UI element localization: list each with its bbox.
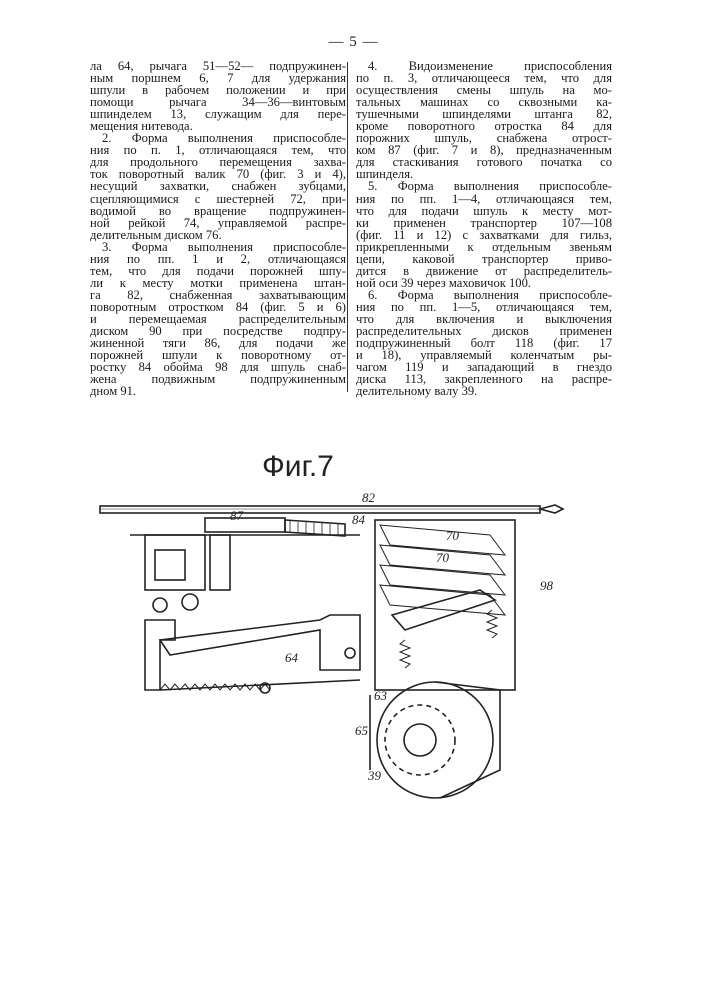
text-line: тальных машинах со сквозными ка- — [356, 96, 612, 108]
text-line: ла 64, рычага 51—52— подпружинен- — [90, 60, 346, 72]
text-line: что для подачи шпуль к месту мот- — [356, 205, 612, 217]
text-line: тем, что для подачи порожней шпу- — [90, 265, 346, 277]
text-line: кроме поворотного отростка 84 для — [356, 120, 612, 132]
text-line: 5. Форма выполнения приспособле- — [356, 180, 612, 192]
text-line: диска 113, закрепленного на распре- — [356, 373, 612, 385]
text-line: ния по пп. 1—4, отличающаяся тем, — [356, 193, 612, 205]
text-line: что для включения и выключения — [356, 313, 612, 325]
text-line: несущий захватки, снабжен зубцами, — [90, 180, 346, 192]
right-text-column — [356, 60, 612, 397]
text-line: ком 87 (фиг. 7 и 8), предназначенным — [356, 144, 612, 156]
text-line: для продольного перемещения захва- — [90, 156, 346, 168]
label-64: 64 — [285, 650, 299, 665]
text-line: жена подвижным подпружиненным — [90, 373, 346, 385]
text-line: ния по п. 1, отличающаяся тем, что — [90, 144, 346, 156]
text-line: ки применен транспортер 107—108 — [356, 217, 612, 229]
label-98: 98 — [540, 578, 554, 593]
text-line: ной оси 39 через маховичок 100. — [356, 277, 612, 289]
text-line: сцепляющимися с шестерней 72, при- — [90, 193, 346, 205]
text-line: помощи рычага 34—36—винтовым — [90, 96, 346, 108]
bar-82 — [100, 505, 563, 513]
text-line: ной рейкой 74, управляемой распре- — [90, 217, 346, 229]
text-line: делительным диском 76. — [90, 229, 346, 241]
text-line: шпинделя. — [356, 168, 612, 180]
text-line: ток поворотный валик 70 (фиг. 3 и 4), — [90, 168, 346, 180]
text-line: жиненной тяги 86, для подачи же — [90, 337, 346, 349]
column-divider — [347, 62, 348, 392]
text-line: осуществления смены шпуль на мо- — [356, 84, 612, 96]
text-line: поворотным отростком 84 (фиг. 5 и 6) — [90, 301, 346, 313]
text-line: (фиг. 11 и 12) с захватками для гильз, — [356, 229, 612, 241]
text-line: водимой во вращение подпружинен- — [90, 205, 346, 217]
text-line: и 18), управляемый коленчатым ры- — [356, 349, 612, 361]
left-text-column — [90, 60, 346, 397]
text-line: шпули в рабочем положении и при — [90, 84, 346, 96]
text-line: мещения нитевода. — [90, 120, 346, 132]
text-line: ния по пп. 1 и 2, отличающаяся — [90, 253, 346, 265]
text-line: 3. Форма выполнения приспособле- — [90, 241, 346, 253]
label-87: 87 — [230, 508, 244, 523]
label-65: 65 — [355, 723, 369, 738]
text-line: чагом 119 и западающий в гнездо — [356, 361, 612, 373]
text-line: и перемещаемая распределительным — [90, 313, 346, 325]
text-line: ли к месту мотки применена штан- — [90, 277, 346, 289]
spindle-cone — [130, 518, 360, 536]
text-line: ния по пп. 1—5, отличающаяся тем, — [356, 301, 612, 313]
text-line: шпинделем 13, служащим для пере- — [90, 108, 346, 120]
mechanism-left — [145, 535, 360, 693]
label-84: 84 — [352, 512, 366, 527]
text-line: диском 90 при посредстве подпру- — [90, 325, 346, 337]
text-line: ростку 84 обойма 98 для шпуль снаб- — [90, 361, 346, 373]
distributor-disc-39 — [370, 682, 500, 798]
text-line: дном 91. — [90, 385, 346, 397]
text-line: цепи, каковой транспортер приво- — [356, 253, 612, 265]
label-63: 63 — [374, 688, 388, 703]
text-line: порожней шпули к поворотному от- — [90, 349, 346, 361]
magazine-98 — [375, 520, 515, 690]
text-line: прикрепленными к отдельным звеньям — [356, 241, 612, 253]
label-70-lower: 70 — [436, 550, 450, 565]
text-line: порожних шпуль, снабжена отрост- — [356, 132, 612, 144]
text-line: для стаскивания готового початка со — [356, 156, 612, 168]
text-line: тушечными шпинделями штанга 82, — [356, 108, 612, 120]
label-70-upper: 70 — [446, 528, 460, 543]
text-line: 4. Видоизменение приспособления — [356, 60, 612, 72]
text-line: делительному валу 39. — [356, 385, 612, 397]
page-number: — 5 — — [0, 34, 707, 51]
text-line: подпружиненный болт 118 (фиг. 17 — [356, 337, 612, 349]
text-line: 2. Форма выполнения приспособле- — [90, 132, 346, 144]
text-line: дится в движение от распределитель- — [356, 265, 612, 277]
text-line: по п. 3, отличающееся тем, что для — [356, 72, 612, 84]
text-line: га 82, снабженная захватывающим — [90, 289, 346, 301]
label-82: 82 — [362, 490, 376, 505]
figure-title: Фиг.7 — [262, 450, 334, 483]
figure-7-drawing — [0, 440, 707, 800]
text-line: распределительных дисков применен — [356, 325, 612, 337]
text-line: 6. Форма выполнения приспособле- — [356, 289, 612, 301]
text-line: ным поршнем 6, 7 для удержания — [90, 72, 346, 84]
label-39: 39 — [367, 768, 382, 783]
